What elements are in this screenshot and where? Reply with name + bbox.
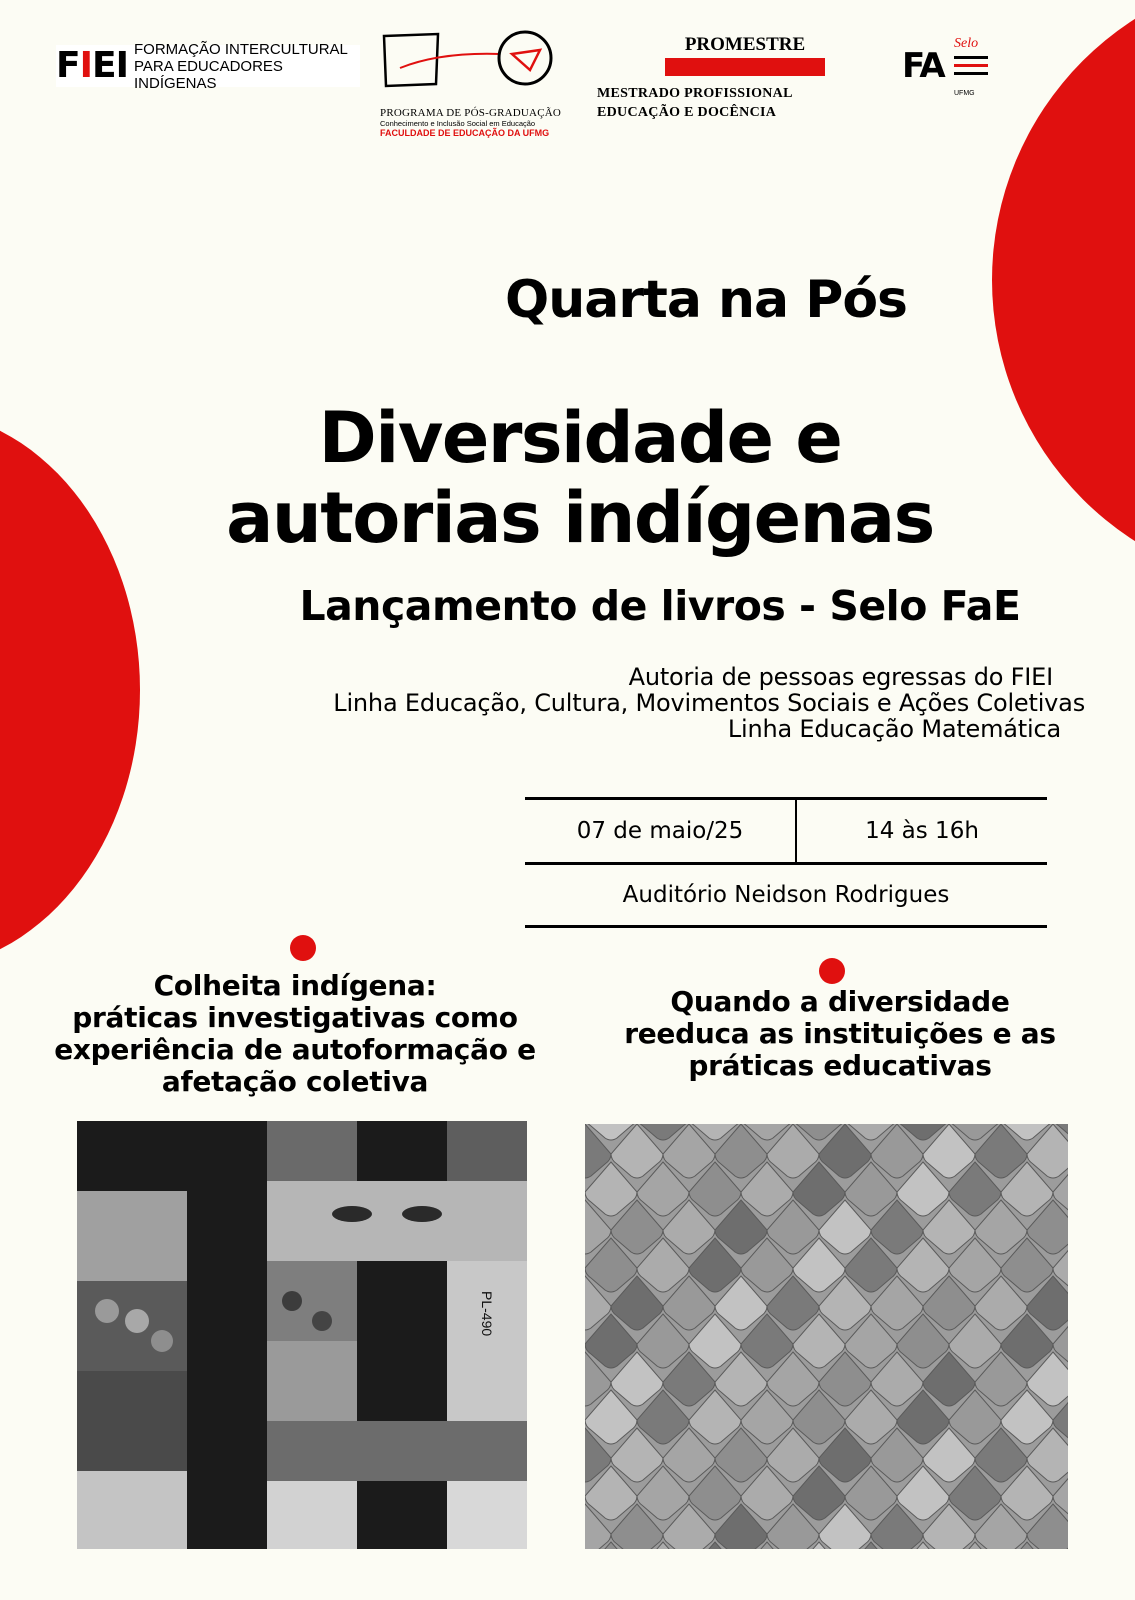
promestre-bar	[665, 58, 825, 76]
book-title-line: Colheita indígena:	[153, 969, 437, 1002]
promestre-title: PROMESTRE	[684, 34, 806, 55]
book-title-line: experiência de autoformação e	[54, 1033, 536, 1066]
fiei-mark: FIEI	[56, 45, 128, 86]
promestre-logo	[597, 34, 827, 122]
ppg-line1: PROGRAMA DE PÓS-GRADUAÇÃO	[380, 107, 562, 119]
book-cover-right	[585, 1124, 1068, 1549]
book-title-line: reeduca as instituições e as	[624, 1017, 1056, 1050]
book-title-line: afetação coletiva	[161, 1065, 429, 1098]
book-title-right	[620, 986, 1060, 1082]
event-series: Quarta na Pós	[505, 270, 908, 330]
collage-image	[77, 1121, 527, 1549]
fiei-logo	[56, 40, 360, 92]
event-time: 14 às 16h	[865, 818, 979, 844]
promestre-line1: MESTRADO PROFISSIONAL	[597, 86, 793, 101]
partner-logos	[0, 0, 1135, 150]
title-line2: autorias indígenas	[226, 477, 934, 559]
ppg-line2: Conhecimento e Inclusão Social em Educação	[380, 119, 536, 128]
authors-line: Autoria de pessoas egressas do FIEI	[628, 663, 1053, 691]
selo-lines-icon	[954, 56, 988, 80]
selo-fae-logo	[902, 38, 992, 98]
authors-line: Linha Educação, Cultura, Movimentos Sociais e Ações Coletivas	[333, 689, 1085, 717]
event-venue: Auditório Neidson Rodrigues	[525, 865, 1047, 928]
subtitle: Lançamento de livros - Selo FaE	[299, 582, 1021, 630]
authors-block	[333, 664, 1085, 742]
fiei-line2: PARA EDUCADORES INDÍGENAS	[134, 57, 283, 92]
ppg-graphic-icon	[380, 28, 560, 98]
book-title-left	[40, 970, 550, 1098]
book-title-line: Quando a diversidade	[670, 985, 1010, 1018]
selo-word: Selo	[954, 36, 979, 51]
selo-sub: UFMG	[954, 90, 975, 97]
bullet-dot	[819, 958, 845, 984]
event-details	[525, 797, 1047, 928]
ppg-logo	[380, 28, 580, 138]
book-title-line: práticas educativas	[688, 1049, 992, 1082]
promestre-line2: EDUCAÇÃO E DOCÊNCIA	[597, 105, 777, 120]
scale-tiles-image	[585, 1124, 1068, 1549]
bullet-dot	[290, 935, 316, 961]
ppg-line3: FACULDADE DE EDUCAÇÃO DA UFMG	[380, 128, 550, 138]
decorative-red-circle-left	[0, 410, 140, 970]
event-date: 07 de maio/25	[525, 800, 797, 862]
cover-sign-text: PL-490	[479, 1291, 495, 1337]
book-cover-left	[77, 1121, 527, 1549]
book-title-line: práticas investigativas como	[72, 1001, 518, 1034]
fiei-line1: FORMAÇÃO INTERCULTURAL	[134, 40, 348, 58]
authors-line: Linha Educação Matemática	[727, 715, 1061, 743]
selo-mark: FA	[902, 46, 944, 86]
title-line1: Diversidade e	[318, 397, 842, 479]
page-title	[200, 398, 960, 558]
